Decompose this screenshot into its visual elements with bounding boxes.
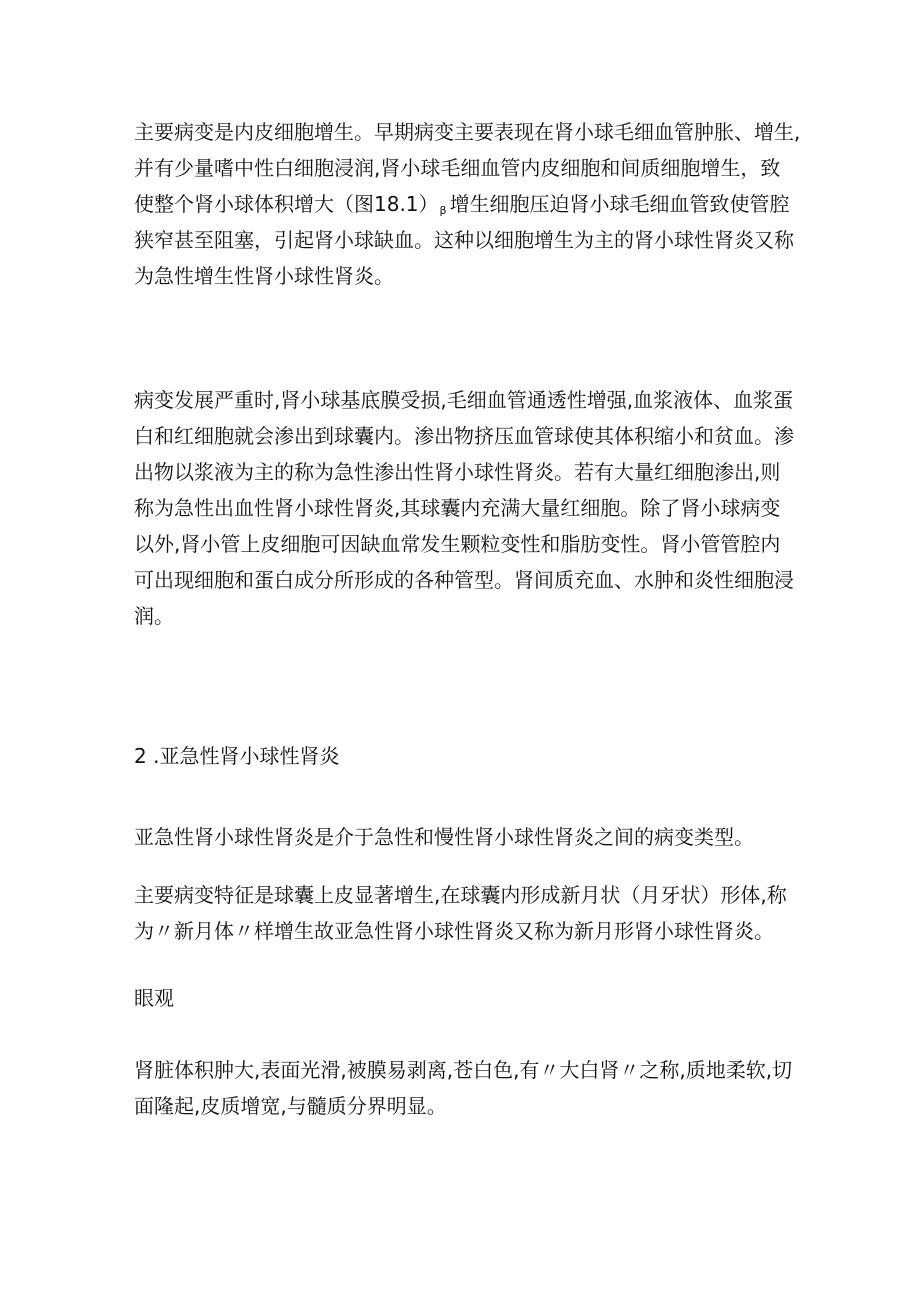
text-line: 主要病变特征是球囊上皮显著增生,在球囊内形成新月状（月牙状）形体,称 bbox=[134, 883, 787, 907]
subscript-beta: β bbox=[439, 204, 447, 217]
text-segment: 使整个肾小球体积增大（图18.1） bbox=[134, 192, 439, 216]
text-line: 亚急性肾小球性肾炎是介于急性和慢性肾小球性肾炎之间的病变类型。 bbox=[134, 825, 754, 849]
paragraph-gross-findings bbox=[134, 1052, 804, 1124]
section-heading: 2 .亚急性肾小球性肾炎 bbox=[134, 744, 340, 768]
text-line: 以外,肾小管上皮细胞可因缺血常发生颗粒变性和脂肪变性。肾小管管腔内 bbox=[134, 532, 781, 556]
paragraph-acute-proliferative bbox=[134, 114, 804, 294]
paragraph-subacute-definition bbox=[134, 819, 804, 855]
text-line: 肾脏体积肿大,表面光滑,被膜易剥离,苍白色,有〃大白肾〃之称,质地柔软,切 bbox=[134, 1058, 793, 1082]
text-segment: 增生细胞压迫肾小球毛细血管致使管腔 bbox=[449, 192, 790, 216]
text-line: 为〃新月体〃样增生故亚急性肾小球性肾炎又称为新月形肾小球性肾炎。 bbox=[134, 919, 774, 943]
paragraph-crescent bbox=[134, 877, 804, 949]
text-line: 出物以浆液为主的称为急性渗出性肾小球性肾炎。若有大量红细胞渗出,则 bbox=[134, 460, 781, 484]
text-line: 可出现细胞和蛋白成分所形成的各种管型。肾间质充血、水肿和炎性细胞浸 bbox=[134, 568, 794, 592]
text-line: 病变发展严重时,肾小球基底膜受损,毛细血管通透性增强,血浆液体、血浆蛋 bbox=[134, 388, 794, 412]
text-line: 狭窄甚至阻塞，引起肾小球缺血。这种以细胞增生为主的肾小球性肾炎又称 bbox=[134, 228, 794, 252]
text-line: 面隆起,皮质增宽,与髓质分界明显。 bbox=[134, 1094, 447, 1118]
text-line: 称为急性出血性肾小球性肾炎,其球囊内充满大量红细胞。除了肾小球病变 bbox=[134, 496, 781, 520]
subheading-gross-view: 眼观 bbox=[134, 986, 174, 1010]
text-line: 并有少量嗜中性白细胞浸润,肾小球毛细血管内皮细胞和间质细胞增生，致 bbox=[134, 156, 781, 180]
text-line: 润。 bbox=[134, 604, 174, 628]
paragraph-severe-lesion bbox=[134, 382, 804, 634]
text-line: 为急性增生性肾小球性肾炎。 bbox=[134, 264, 394, 288]
text-line bbox=[134, 186, 804, 222]
text-line: 白和红细胞就会渗出到球囊内。渗出物挤压血管球使其体积缩小和贫血。渗 bbox=[134, 424, 794, 448]
text-line: 主要病变是内皮细胞增生。早期病变主要表现在肾小球毛细血管肿胀、增生, bbox=[134, 120, 801, 144]
